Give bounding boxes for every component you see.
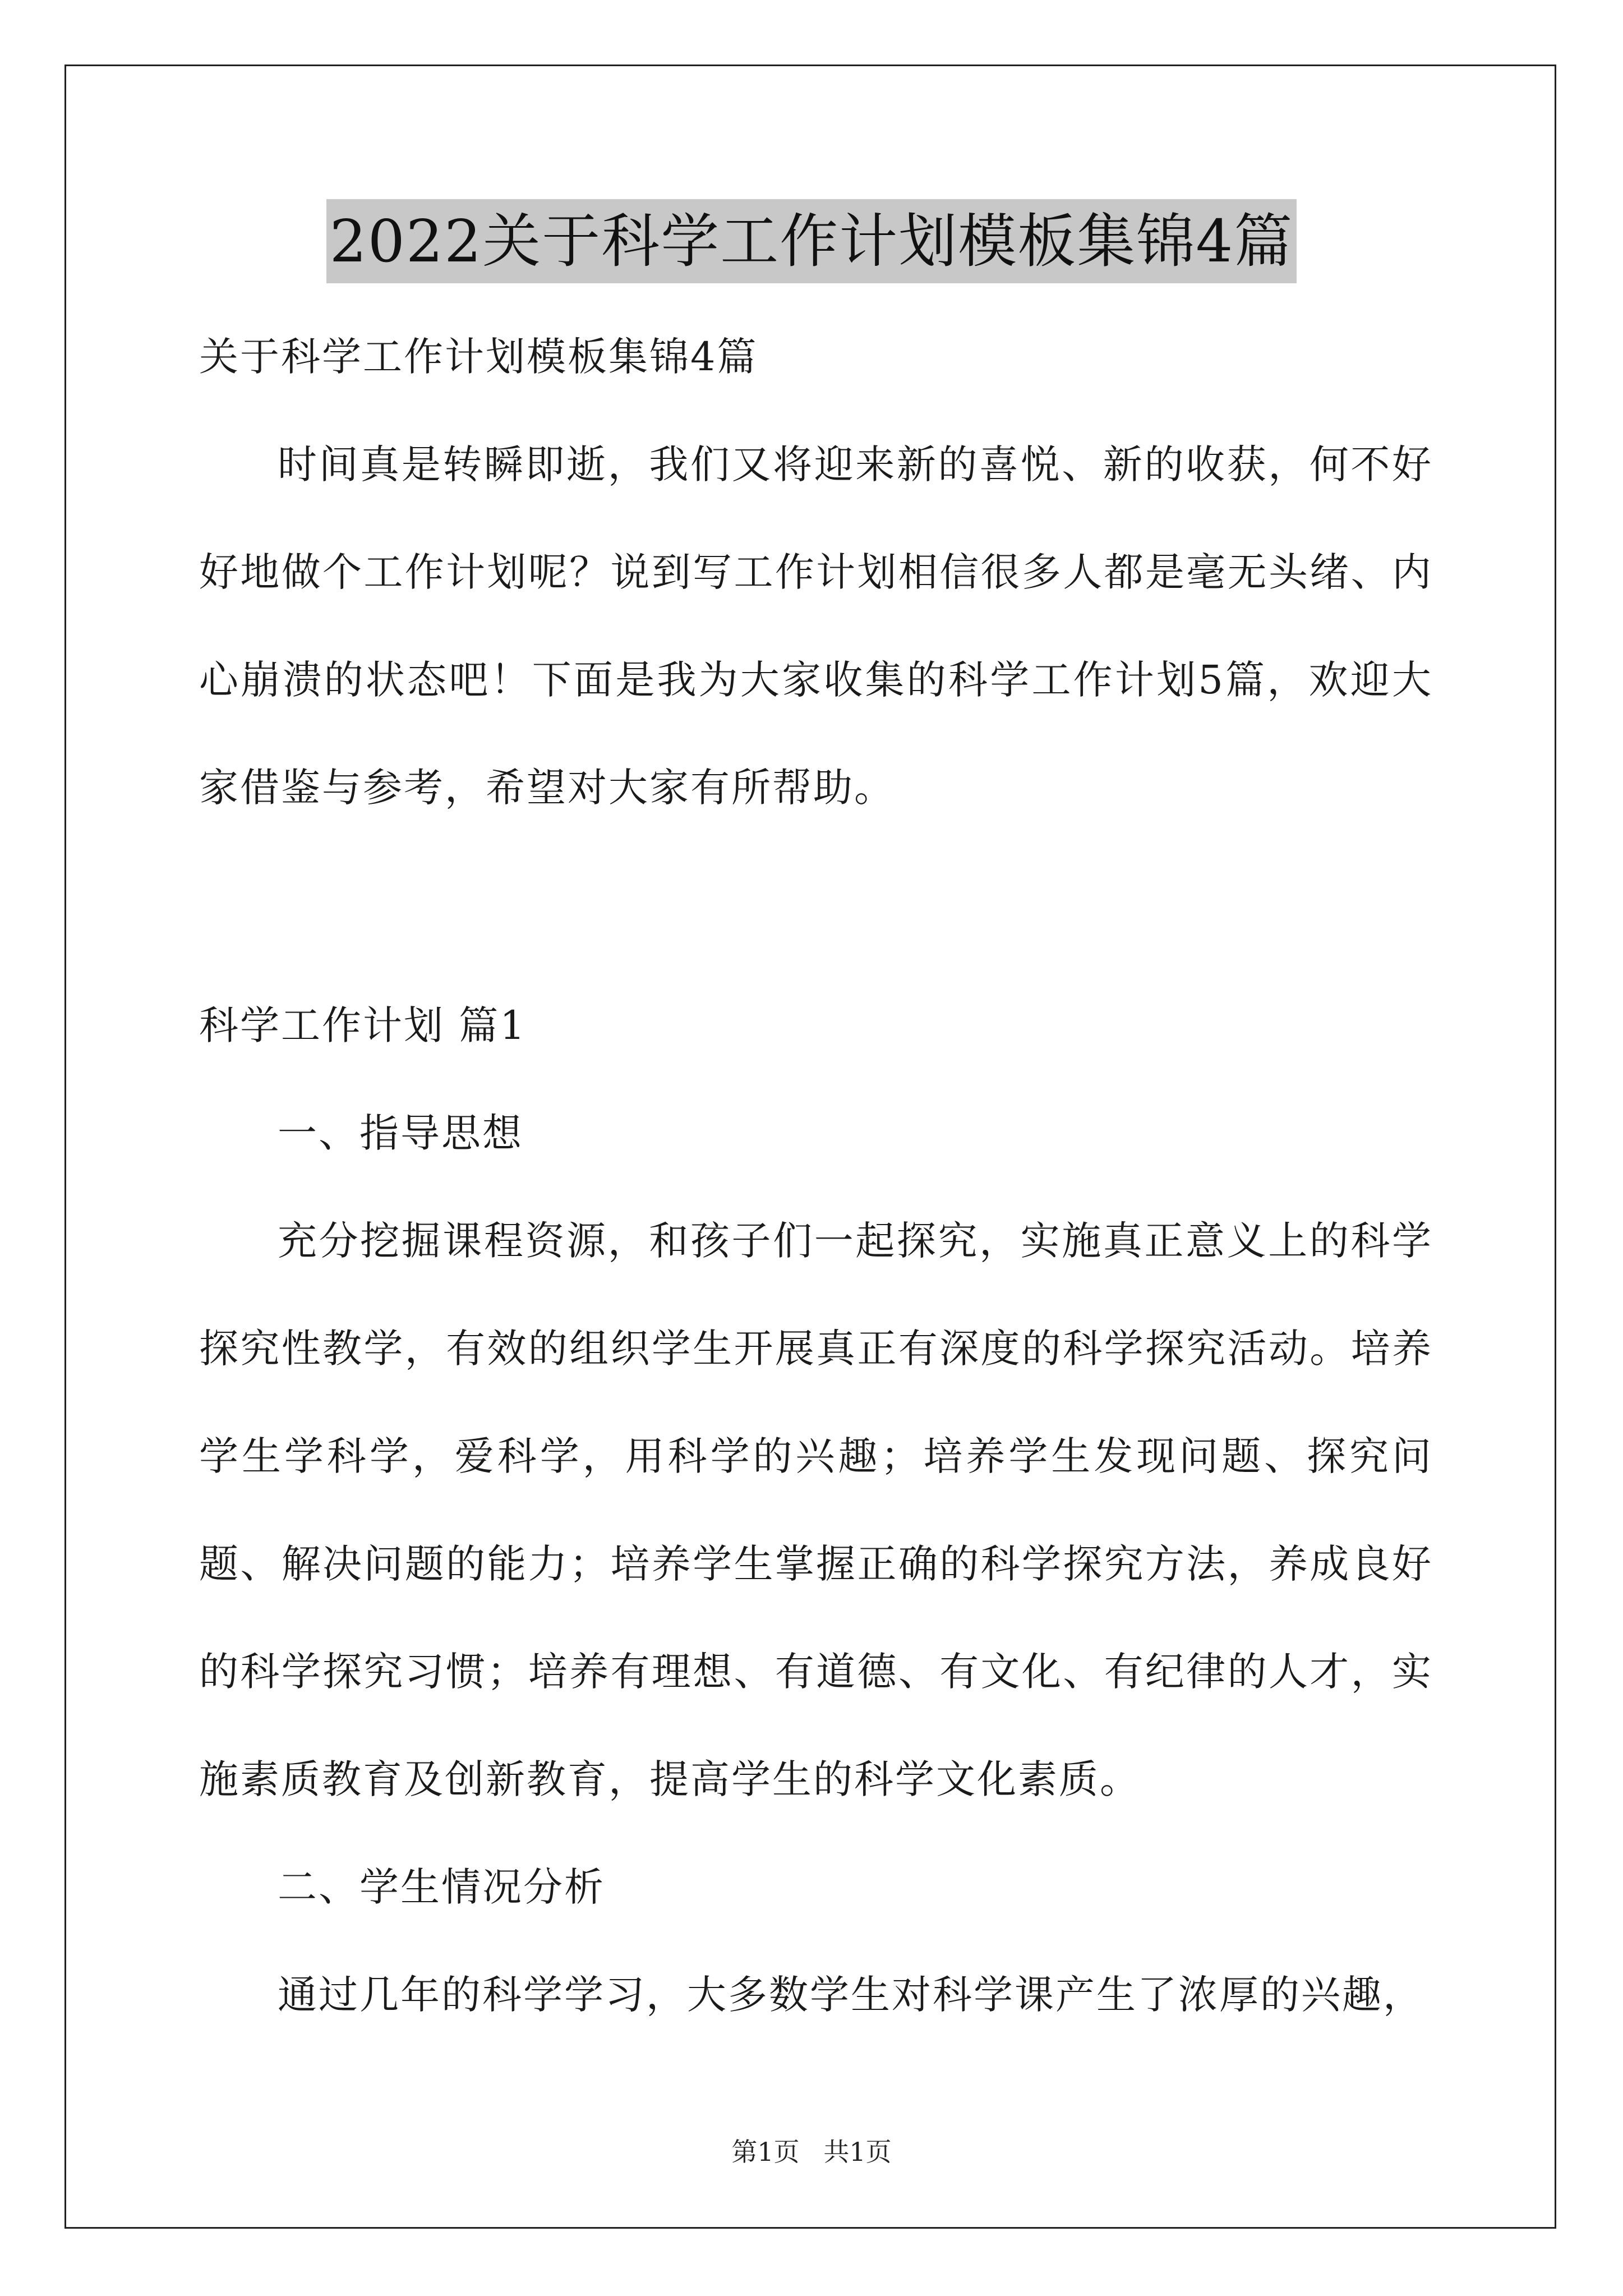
document-body	[199, 303, 1433, 2049]
page-number: 第1页	[731, 2137, 800, 2167]
subheading-guiding-thought: 一、指导思想	[278, 1110, 523, 1156]
subtitle-paragraph: 关于科学工作计划模板集锦4篇	[199, 334, 758, 380]
page-total: 共1页	[823, 2137, 892, 2167]
subheading-student-analysis: 二、学生情况分析	[278, 1864, 605, 1910]
intro-paragraph: 时间真是转瞬即逝，我们又将迎来新的喜悦、新的收获，何不好好地做个工作计划呢？说到写工作计划相信很多人都是毫无头绪、内心崩溃的状态吧！下面是我为大家收集的科学工作计划5篇，欢迎大家借鉴与参考，希望对大家有所帮助。	[199, 441, 1433, 811]
document-title: 2022关于科学工作计划模板集锦4篇	[326, 199, 1297, 283]
title-container	[0, 199, 1623, 283]
body-paragraph: 通过几年的科学学习，大多数学生对科学课产生了浓厚的兴趣，	[278, 1972, 1424, 2018]
body-paragraph: 充分挖掘课程资源，和孩子们一起探究，实施真正意义上的科学探究性教学，有效的组织学生开展真正有深度的科学探究活动。培养学生学科学，爱科学，用科学的兴趣；培养学生发现问题、探究问题、解决问题的能力；培养学生掌握正确的科学探究方法，养成良好的科学探究习惯；培养有理想、有道德、有文化、有纪律的人才，实施素质教育及创新教育，提高学生的科学文化素质。	[199, 1218, 1433, 1802]
section-heading: 科学工作计划 篇1	[199, 1002, 527, 1048]
page-footer	[0, 2132, 1623, 2169]
